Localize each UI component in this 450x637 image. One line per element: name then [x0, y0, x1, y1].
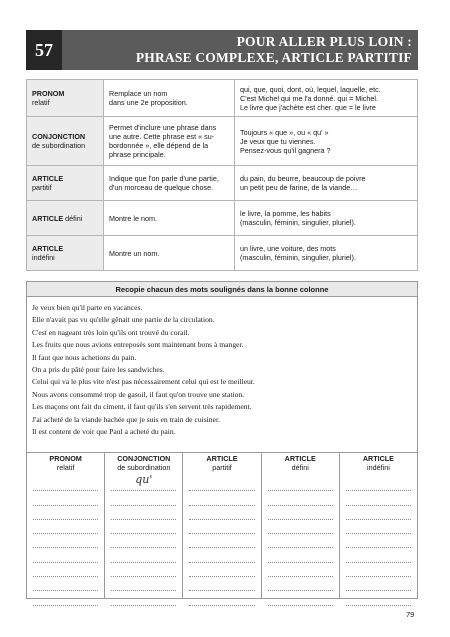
sentence: Les maçons ont fait du ciment, il faut qu'ils s'en servent très rapidement. — [32, 402, 252, 412]
rule-term: ARTICLE défini — [27, 201, 104, 236]
sentence: J'ai acheté de la viande hachée que je suis en train de cuisiner. — [32, 414, 220, 424]
rule-row-article-indefini — [27, 236, 418, 271]
sentence: Il faut que nous achetions du pain. — [32, 352, 137, 362]
rule-definition: Montre un nom. — [104, 236, 235, 271]
rule-definition: Remplace un nom dans une 2e proposition. — [104, 80, 235, 117]
rule-row-conjonction — [27, 117, 418, 166]
rule-term: ARTICLE indéfini — [27, 236, 104, 271]
exercise-instruction: Recopie chacun des mots soulignés dans la bonne colonne — [27, 282, 417, 297]
column-subtitle: indéfini — [367, 462, 390, 472]
column-title: ARTICLE — [284, 454, 316, 463]
writing-lines[interactable] — [33, 477, 98, 606]
sentence: Je veux bien qu'il parte en vacances. — [32, 303, 143, 312]
answer-grid — [27, 452, 417, 599]
chapter-title-line2: PHRASE COMPLEXE, ARTICLE PARTITIF — [135, 50, 412, 65]
page-number: 79 — [406, 610, 415, 619]
rule-definition: Indique que l'on parle d'une partie, d'un morceau de quelque chose. — [104, 166, 235, 201]
rule-definition: Montre le nom. — [104, 201, 235, 236]
sentence: Elle n'avait pas vu qu'elle gênait une partie de la circulation. — [32, 315, 215, 325]
chapter-title — [136, 34, 412, 66]
rule-term: CONJONCTION de subordination — [27, 117, 104, 166]
sentence: C'est en nageant très loin qu'ils ont trouvé du corail. — [32, 327, 190, 337]
column-subtitle: de subordination — [117, 462, 171, 472]
answer-column-article-partitif[interactable] — [183, 453, 261, 599]
writing-lines[interactable] — [111, 477, 176, 606]
rule-term: ARTICLE partitif — [27, 166, 104, 201]
rule-definition: Permet d'inclure une phrase dans une autre. Cette phrase est « su- bordonnée », elle dépend de la phrase principale. — [104, 117, 235, 166]
exercise-sentences — [32, 302, 255, 438]
column-subtitle: défini — [291, 462, 309, 472]
sentence: Nous avons consommé trop de gasoil, il faut qu'on trouve une station. — [32, 389, 245, 399]
sentence: Celui qui va le plus vite n'est pas nécessairement celui qui est le meilleur. — [32, 377, 255, 387]
column-subtitle: partitif — [212, 462, 232, 472]
grammar-rules-table — [26, 79, 418, 271]
writing-lines[interactable] — [346, 477, 411, 606]
rule-examples: le livre, la pomme, les habits (masculin, féminin, singulier, pluriel). — [235, 201, 418, 236]
rule-examples: qui, que, quoi, dont, où, lequel, laquelle, etc. C'est Michel qui me l'a donné. qui = Michel. Le livre que j'achète est cher. que = le livre — [235, 80, 418, 117]
chapter-number: 57 — [26, 30, 62, 70]
sentence: Les fruits que nous avions entreposés sont maintenant bons à manger. — [32, 340, 244, 350]
column-title: ARTICLE — [206, 454, 238, 463]
handwritten-example: qu' — [135, 473, 153, 486]
rule-row-pronom-relatif — [27, 80, 418, 117]
sentence: Il est content de voir que Paul a acheté du pain. — [32, 427, 176, 437]
chapter-header — [26, 30, 418, 70]
chapter-title-line1: POUR ALLER PLUS LOIN : — [236, 34, 412, 49]
sentence: On a pris du pâté pour faire les sandwiches. — [32, 365, 165, 375]
rule-examples: du pain, du beurre, beaucoup de poivre un petit peu de farine, de la viande… — [235, 166, 418, 201]
answer-column-article-defini[interactable] — [262, 453, 340, 599]
answer-column-article-indefini[interactable] — [340, 453, 417, 599]
column-title: CONJONCTION — [117, 454, 171, 463]
column-subtitle: relatif — [56, 462, 75, 472]
column-title: PRONOM — [49, 454, 82, 463]
answer-column-conjonction[interactable] — [105, 453, 183, 599]
rule-row-article-partitif — [27, 166, 418, 201]
exercise-box — [26, 281, 418, 599]
rule-examples: un livre, une voiture, des mots (masculin, féminin, singulier, pluriel). — [235, 236, 418, 271]
column-title: ARTICLE — [362, 454, 394, 463]
answer-column-pronom-relatif[interactable] — [27, 453, 105, 599]
writing-lines[interactable] — [189, 477, 254, 606]
rule-term: PRONOM relatif — [27, 80, 104, 117]
rule-examples: Toujours « que », ou « qu' » Je veux que tu viennes. Pensez-vous qu'il gagnera ? — [235, 117, 418, 166]
rule-row-article-defini — [27, 201, 418, 236]
writing-lines[interactable] — [268, 477, 333, 606]
